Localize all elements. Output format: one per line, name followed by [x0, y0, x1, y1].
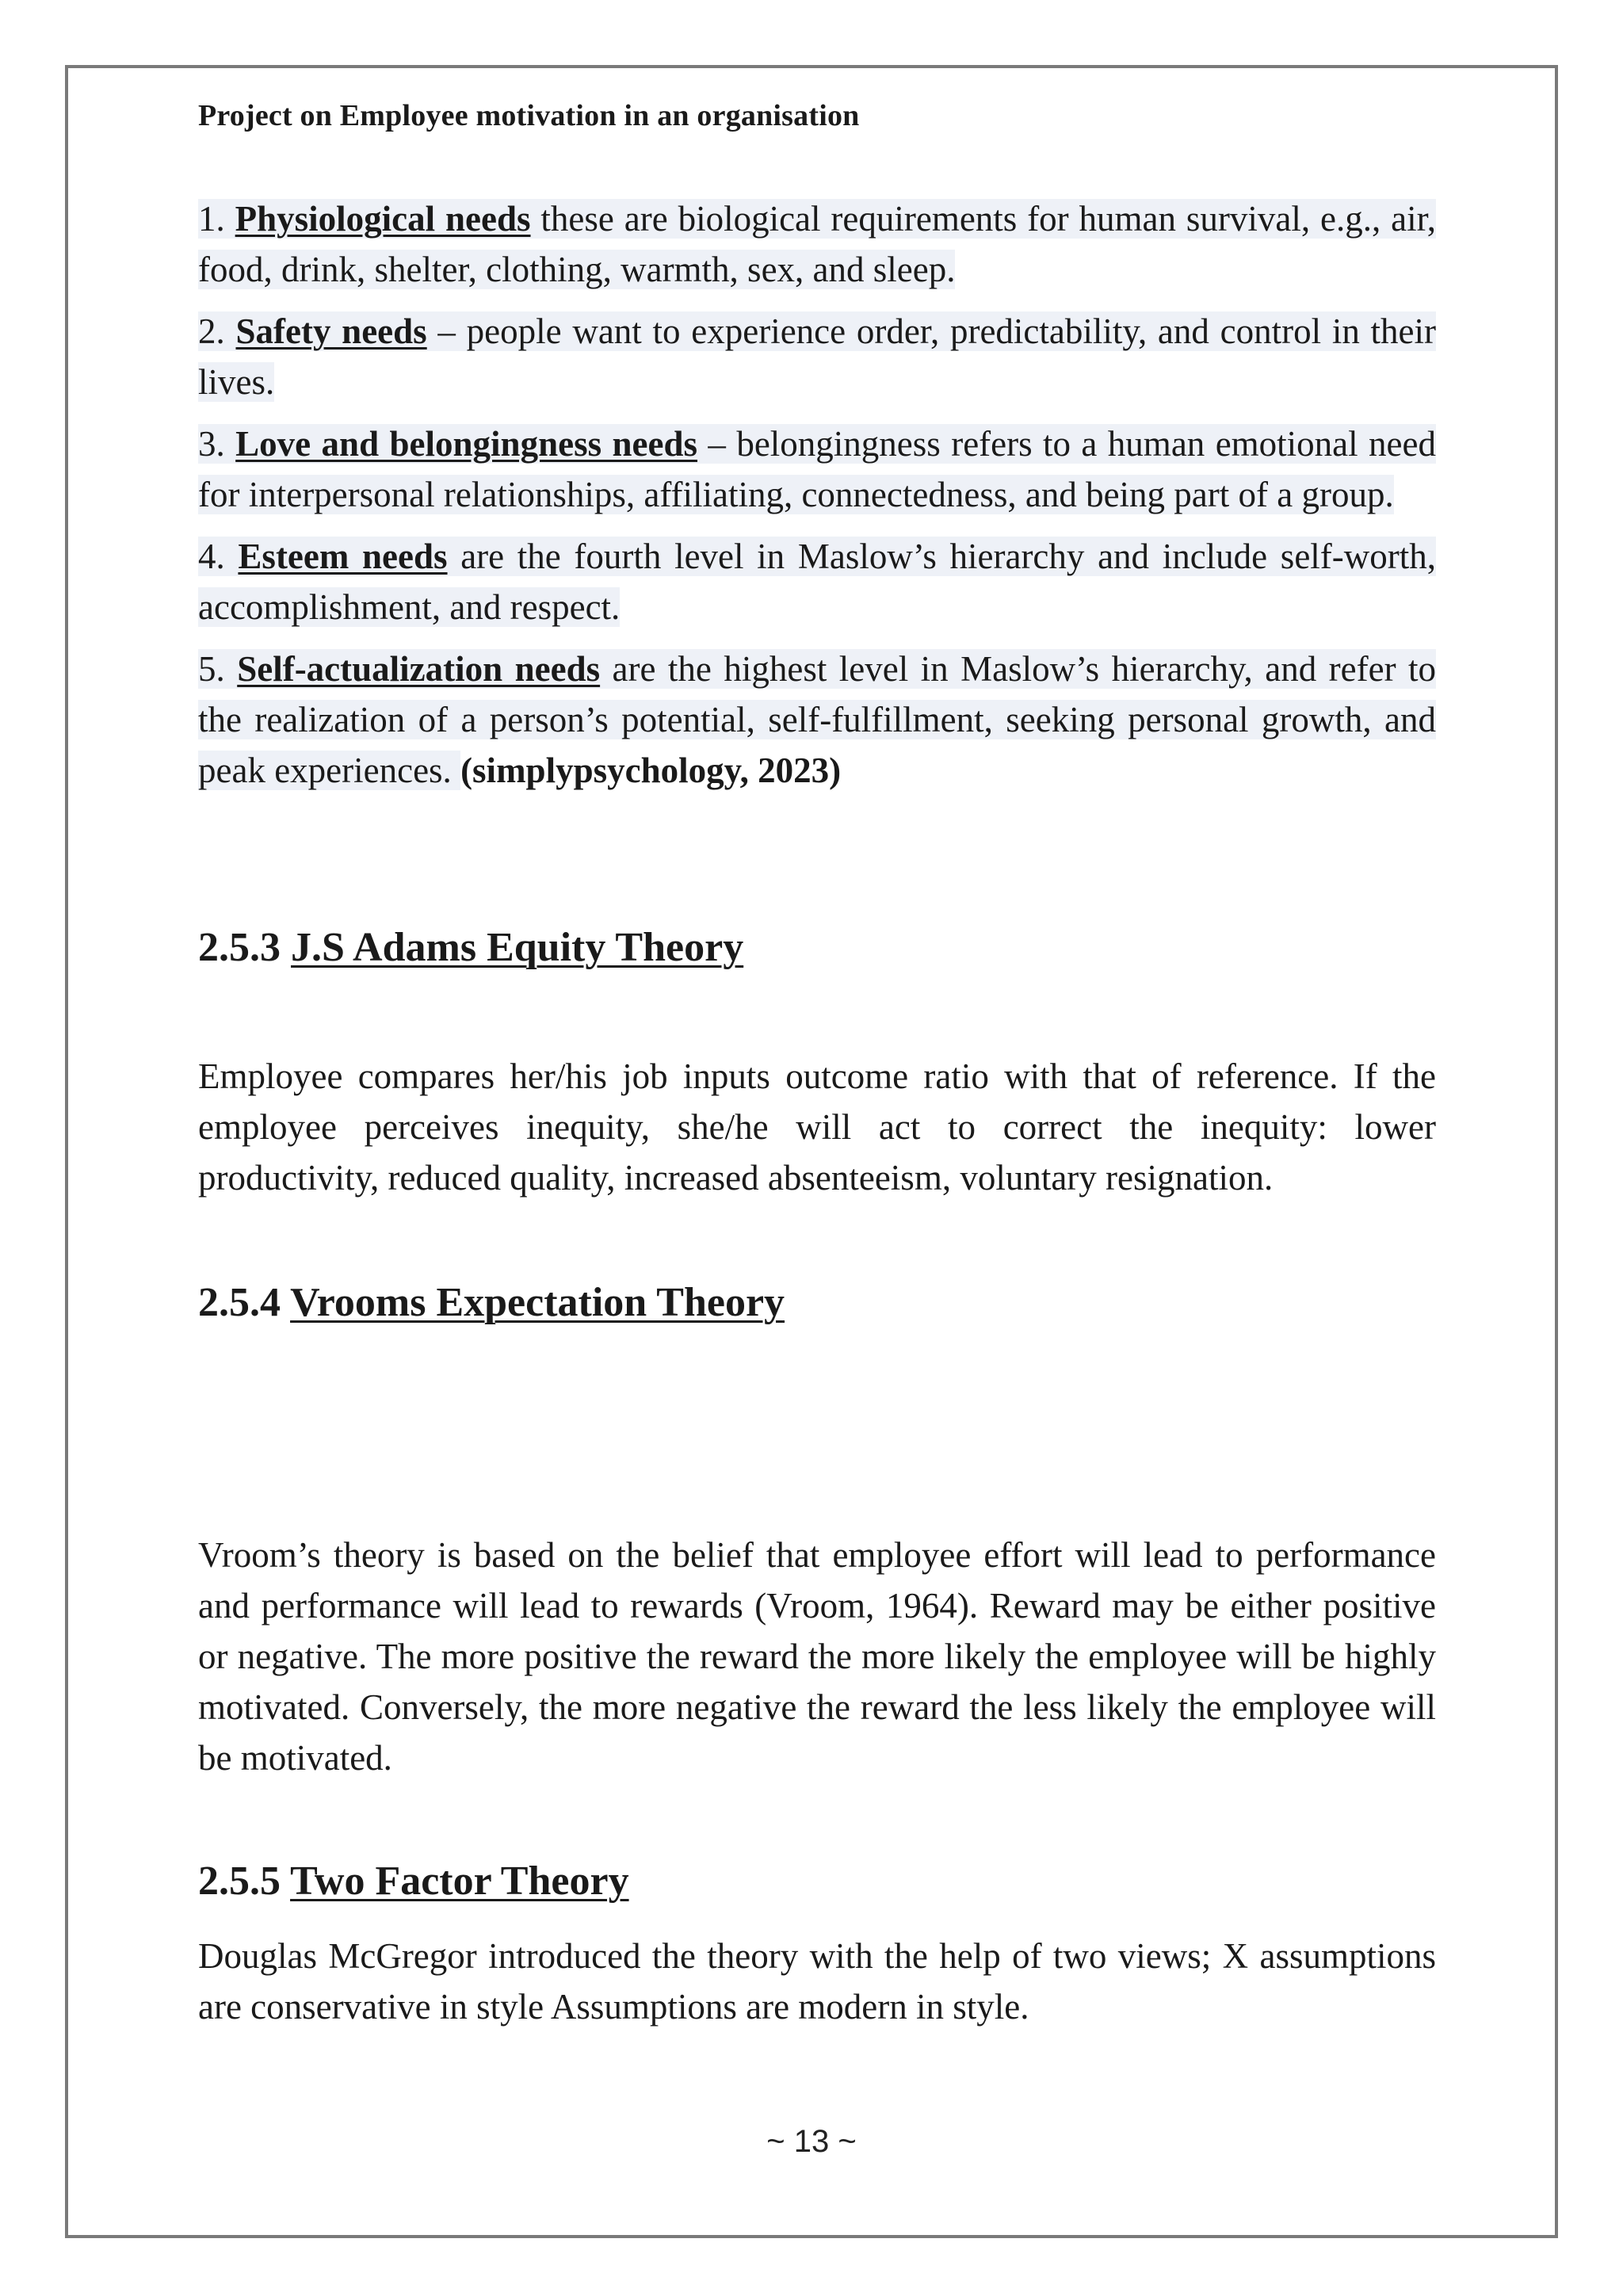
need-number: 4. [198, 537, 225, 576]
need-item [198, 531, 1436, 632]
need-item [198, 418, 1436, 520]
section-heading [198, 1279, 785, 1326]
need-item [198, 644, 1436, 796]
section-number: 2.5.4 [198, 1280, 281, 1325]
need-term: Love and belongingness needs [235, 424, 698, 464]
need-number: 1. [198, 199, 225, 239]
section-title: Vrooms Expectation Theory [290, 1280, 785, 1325]
need-item [198, 193, 1436, 295]
section-number: 2.5.5 [198, 1859, 281, 1904]
need-text: these are biological requirements for human survival, e.g., air, food, drink, shelter, clothing, warmth, sex, and sleep. [198, 199, 1437, 289]
section-heading [198, 924, 743, 971]
need-text: – belongingness refers to a human emotional need for interpersonal relationships, affiliating, connectedness, and being part of a group. [198, 424, 1436, 514]
need-text: are the highest level in Maslow’s hierarchy, and refer to the realization of a person’s potential, self-fulfillment, seeking personal growth, and peak experiences. [198, 649, 1436, 790]
need-item [198, 306, 1436, 407]
need-term: Physiological needs [235, 199, 531, 239]
need-number: 5. [198, 649, 225, 689]
need-number: 2. [198, 311, 225, 351]
needs-list [198, 193, 1436, 807]
section-title: Two Factor Theory [290, 1859, 629, 1904]
section-body: Employee compares her/his job inputs outcome ratio with that of reference. If the employee perceives inequity, she/he will act to correct the inequity: lower productivity, reduced quality, increased absenteeism, voluntary resignation. [198, 1056, 1436, 1198]
need-text: are the fourth level in Maslow’s hierarchy and include self-worth, accomplishment, and respect. [198, 537, 1437, 627]
need-term: Self-actualization needs [237, 649, 601, 689]
need-term: Esteem needs [238, 537, 448, 576]
need-term: Safety needs [235, 311, 427, 351]
section-body: Douglas McGregor introduced the theory with the help of two views; X assumptions are conservative in style Assumptions are modern in style. [198, 1936, 1436, 2027]
need-text: – people want to experience order, predictability, and control in their lives. [198, 311, 1437, 402]
page-number: ~ 13 ~ [766, 2124, 857, 2159]
section-heading [198, 1858, 629, 1904]
section-number: 2.5.3 [198, 925, 281, 970]
section-title: J.S Adams Equity Theory [291, 925, 744, 970]
citation: (simplypsychology, 2023) [460, 751, 842, 790]
section-body: Vroom’s theory is based on the belief that employee effort will lead to performance and performance will lead to rewards (Vroom, 1964). Reward may be either positive or negative. The more positive the reward the more likely the employee will be highly motivated. Conversely, the more negative the reward the less likely the employee will be motivated. [198, 1535, 1436, 1778]
running-header: Project on Employee motivation in an organisation [198, 99, 860, 132]
need-number: 3. [198, 424, 225, 464]
